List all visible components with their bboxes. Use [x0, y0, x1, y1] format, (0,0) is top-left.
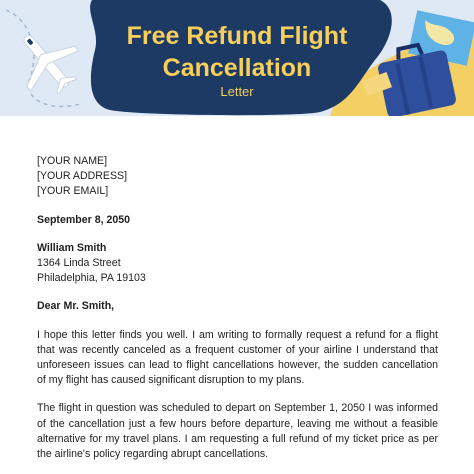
letter-date: September 8, 2050	[37, 213, 131, 226]
banner-title	[0, 20, 474, 84]
banner-title-line-1: Free Refund Flight	[126, 22, 348, 50]
banner-title-line-2: Cancellation	[162, 54, 312, 82]
sender-address: [YOUR ADDRESS]	[37, 170, 128, 183]
recipient-address-line-1: 1364 Linda Street	[37, 257, 121, 270]
recipient-name: William Smith	[37, 241, 107, 254]
banner-subtitle: Letter	[220, 84, 254, 99]
letter-body	[37, 154, 438, 462]
paragraph-1: I hope this letter finds you well. I am writing to formally request a refund for a flight that was recently canceled as a frequent customer of your airline I understand that unforeseen issues can lead to flight cancellations however, the sudden cancellation of my flight has caused significant disruption to my plans.	[37, 328, 438, 387]
salutation: Dear Mr. Smith,	[37, 300, 115, 313]
paragraph-2: The flight in question was scheduled to depart on September 1, 2050 I was informed of the cancellation just a few hours before departure, leaving me without a feasible alternative for my travel plans. I am requesting a full refund of my ticket price as per the airline's policy regarding abrupt cancellations.	[37, 402, 438, 461]
sender-email: [YOUR EMAIL]	[37, 185, 109, 198]
recipient-address-line-2: Philadelphia, PA 19103	[37, 272, 146, 285]
header-banner	[0, 0, 474, 116]
sender-name: [YOUR NAME]	[37, 155, 108, 167]
